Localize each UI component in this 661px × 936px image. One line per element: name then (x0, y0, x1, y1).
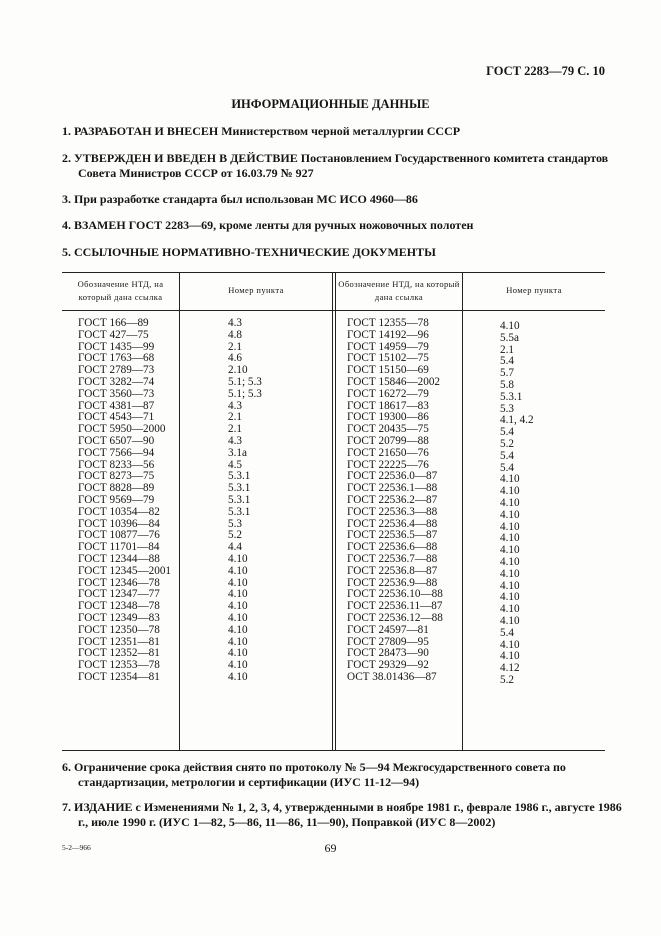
table-cell-item: 5.5а (500, 331, 519, 344)
table-cell-item: 4.10 (228, 623, 248, 636)
table-cell-item: 4.10 (500, 544, 520, 557)
section-1 (62, 124, 610, 139)
table-cell-doc: ГОСТ 12351—81 (78, 635, 160, 648)
section-text: При разработке стандарта был использован МС ИСО 4960—86 (74, 192, 418, 206)
table-cell-doc: ГОСТ 7566—94 (78, 446, 155, 459)
table-cell-doc: ГОСТ 3560—73 (78, 387, 155, 400)
table-cell-doc: ГОСТ 10877—76 (78, 529, 160, 542)
right-docs-column (347, 318, 443, 684)
table-cell-item: 4.10 (500, 520, 520, 533)
table-cell-doc: ГОСТ 15102—75 (347, 352, 429, 365)
section-3 (62, 192, 610, 207)
table-cell-item: 4.10 (228, 647, 248, 660)
section-number: 1. (62, 124, 71, 138)
table-cell-doc: ГОСТ 19300—86 (347, 411, 429, 424)
table-cell-doc: ГОСТ 8828—89 (78, 482, 155, 495)
table-cell-doc: ГОСТ 12350—78 (78, 623, 160, 636)
table-cell-item: 5.2 (228, 529, 242, 542)
table-cell-item: 4.3 (228, 317, 242, 329)
table-cell-item: 2.10 (228, 364, 248, 377)
table-cell-item: 4.10 (228, 588, 248, 601)
section-number: 7. (62, 800, 71, 814)
header-doc-left: Обозначение НТД, на который дана ссылка (77, 279, 164, 302)
table-cell-item: 5.4 (500, 626, 514, 639)
table-cell-doc: ГОСТ 4543—71 (78, 411, 155, 424)
table-cell-item: 4.10 (500, 508, 520, 521)
section-number: 2. (62, 151, 71, 165)
page-number: 69 (324, 841, 337, 855)
section-2 (62, 151, 626, 181)
table-cell-doc: ГОСТ 22536.5—87 (347, 529, 438, 542)
table-cell-doc: ГОСТ 12353—78 (78, 659, 160, 672)
table-cell-item: 5.2 (500, 437, 514, 450)
table-cell-doc: ГОСТ 22536.8—87 (347, 564, 438, 577)
table-cell-doc: ГОСТ 22536.7—88 (347, 552, 438, 565)
table-cell-doc: ГОСТ 22536.11—87 (347, 600, 443, 613)
table-cell-item: 5.8 (500, 378, 514, 391)
section-number: 5. (62, 245, 71, 259)
table-cell-item: 4.12 (500, 662, 520, 675)
table-cell-doc: ГОСТ 427—75 (78, 328, 149, 341)
table-cell-doc: ОСТ 38.01436—87 (347, 670, 437, 683)
table-cell-doc: ГОСТ 22536.3—88 (347, 505, 438, 518)
table-cell-doc: ГОСТ 22536.2—87 (347, 493, 438, 506)
table-cell-item: 4.10 (500, 591, 520, 604)
table-cell-doc: ГОСТ 22536.1—88 (347, 482, 438, 495)
table-cell-item: 5.4 (500, 449, 514, 462)
table-cell-item: 4.3 (228, 434, 242, 447)
table-cell-item: 4.6 (228, 352, 242, 365)
references-table (62, 272, 605, 751)
header-item-right: Номер пункта (506, 285, 562, 295)
table-cell-item: 4.3 (228, 399, 242, 412)
header-doc-right: Обозначение НТД, на который дана ссылка (338, 279, 460, 302)
table-cell-item: 4.10 (500, 567, 520, 580)
table-cell-item: 5.2 (500, 673, 514, 686)
table-cell-doc: ГОСТ 3282—74 (78, 375, 155, 388)
section-7 (62, 800, 626, 830)
table-cell-item: 5.3.1 (500, 390, 523, 403)
table-cell-item: 5.7 (500, 367, 514, 380)
table-cell-item: 4.8 (228, 328, 242, 341)
table-divider (462, 272, 463, 751)
table-cell-doc: ГОСТ 27809—95 (347, 635, 429, 648)
table-cell-doc: ГОСТ 10396—84 (78, 517, 160, 530)
section-number: 3. (62, 192, 71, 206)
page-header-ref: ГОСТ 2283—79 С. 10 (486, 64, 605, 78)
table-cell-item: 5.3 (500, 402, 514, 415)
table-cell-item: 5.3.1 (228, 470, 251, 483)
table-cell-item: 4.10 (228, 659, 248, 672)
table-cell-item: 5.3 (228, 517, 242, 530)
page-title: ИНФОРМАЦИОННЫЕ ДАННЫЕ (231, 97, 430, 111)
table-cell-item: 2.1 (228, 423, 242, 436)
table-cell-item: 2.1 (228, 411, 242, 424)
table-cell-item: 4.10 (228, 552, 248, 565)
table-cell-doc: ГОСТ 2789—73 (78, 364, 155, 377)
table-cell-item: 4.10 (228, 670, 248, 683)
table-center-divider (332, 272, 336, 751)
section-text: ВЗАМЕН ГОСТ 2283—69, кроме ленты для ручных ножовочных полотен (74, 218, 474, 232)
table-cell-item: 4.10 (500, 473, 520, 486)
table-cell-item: 5.3.1 (228, 493, 251, 506)
table-cell-doc: ГОСТ 18617—83 (347, 399, 429, 412)
section-text: ССЫЛОЧНЫЕ НОРМАТИВНО-ТЕХНИЧЕСКИЕ ДОКУМЕНТЫ (74, 245, 436, 259)
table-cell-item: 4.10 (500, 579, 520, 592)
table-cell-item: 2.1 (228, 340, 242, 353)
table-cell-item: 4.10 (500, 555, 520, 568)
table-cell-item: 5.1; 5.3 (228, 375, 262, 388)
table-cell-item: 5.4 (500, 461, 514, 474)
table-divider (179, 272, 180, 751)
table-cell-doc: ГОСТ 166—89 (78, 317, 149, 329)
print-code: 5-2—966 (62, 843, 91, 852)
table-cell-doc: ГОСТ 1435—99 (78, 340, 155, 353)
table-cell-doc: ГОСТ 9569—79 (78, 493, 155, 506)
table-cell-doc: ГОСТ 12345—2001 (78, 564, 172, 577)
table-cell-item: 2.1 (500, 343, 514, 356)
table-cell-doc: ГОСТ 6507—90 (78, 434, 155, 447)
table-cell-item: 4.10 (228, 635, 248, 648)
table-cell-doc: ГОСТ 12352—81 (78, 647, 160, 660)
right-items-column (500, 321, 534, 687)
table-cell-doc: ГОСТ 12349—83 (78, 611, 160, 624)
table-cell-item: 5.4 (500, 355, 514, 368)
section-number: 6. (62, 760, 71, 774)
table-cell-doc: ГОСТ 29329—92 (347, 659, 429, 672)
table-cell-item: 4.10 (500, 320, 520, 332)
table-cell-item: 4.10 (228, 576, 248, 589)
table-cell-doc: ГОСТ 22536.6—88 (347, 541, 438, 554)
table-cell-doc: ГОСТ 16272—79 (347, 387, 429, 400)
table-cell-item: 4.10 (500, 638, 520, 651)
table-cell-item: 4.10 (500, 614, 520, 627)
table-cell-item: 3.1а (228, 446, 247, 459)
table-cell-doc: ГОСТ 21650—76 (347, 446, 429, 459)
header-item-left: Номер пункта (228, 285, 284, 295)
table-cell-item: 5.4 (500, 426, 514, 439)
table-cell-item: 4.10 (500, 496, 520, 509)
table-cell-doc: ГОСТ 12355—78 (347, 317, 429, 329)
table-cell-item: 4.10 (500, 650, 520, 663)
table-cell-item: 4.1, 4.2 (500, 414, 534, 427)
table-cell-item: 4.10 (500, 603, 520, 616)
table-cell-doc: ГОСТ 15846—2002 (347, 375, 441, 388)
table-cell-doc: ГОСТ 20799—88 (347, 434, 429, 447)
table-cell-doc: ГОСТ 12346—78 (78, 576, 160, 589)
table-cell-doc: ГОСТ 28473—90 (347, 647, 429, 660)
table-cell-doc: ГОСТ 22536.10—88 (347, 588, 443, 601)
table-cell-doc: ГОСТ 22225—76 (347, 458, 429, 471)
table-cell-doc: ГОСТ 24597—81 (347, 623, 429, 636)
table-cell-doc: ГОСТ 22536.12—88 (347, 611, 443, 624)
table-cell-doc: ГОСТ 12354—81 (78, 670, 160, 683)
table-cell-doc: ГОСТ 22536.9—88 (347, 576, 438, 589)
table-cell-doc: ГОСТ 14192—96 (347, 328, 429, 341)
table-cell-item: 4.10 (228, 600, 248, 613)
table-cell-doc: ГОСТ 15150—69 (347, 364, 429, 377)
section-text: УТВЕРЖДЕН И ВВЕДЕН В ДЕЙСТВИЕ Постановлением Государственного комитета стандартов Совета Министров СССР от 16.03.79 № 927 (74, 151, 609, 180)
left-items-column (228, 318, 262, 684)
table-cell-doc: ГОСТ 10354—82 (78, 505, 160, 518)
table-cell-doc: ГОСТ 8233—56 (78, 458, 155, 471)
table-cell-item: 4.4 (228, 541, 242, 554)
table-cell-item: 4.10 (228, 611, 248, 624)
table-cell-doc: ГОСТ 4381—87 (78, 399, 155, 412)
table-cell-doc: ГОСТ 8273—75 (78, 470, 155, 483)
table-cell-doc: ГОСТ 1763—68 (78, 352, 155, 365)
section-number: 4. (62, 218, 71, 232)
table-cell-doc: ГОСТ 12348—78 (78, 600, 160, 613)
section-5 (62, 245, 610, 260)
table-cell-item: 4.5 (228, 458, 242, 471)
table-cell-item: 4.10 (500, 485, 520, 498)
left-docs-column (78, 318, 171, 684)
table-cell-doc: ГОСТ 11701—84 (78, 541, 160, 554)
table-cell-item: 5.3.1 (228, 482, 251, 495)
section-text: Ограничение срока действия снято по протоколу № 5—94 Межгосударственного совета по стандартизации, метрологии и сертификации (ИУС 11-12—94) (74, 760, 566, 789)
table-cell-doc: ГОСТ 5950—2000 (78, 423, 166, 436)
table-cell-doc: ГОСТ 12344—88 (78, 552, 160, 565)
table-cell-doc: ГОСТ 22536.4—88 (347, 517, 438, 530)
section-4 (62, 218, 610, 233)
table-cell-doc: ГОСТ 14959—79 (347, 340, 429, 353)
table-cell-item: 5.1; 5.3 (228, 387, 262, 400)
table-cell-item: 5.3.1 (228, 505, 251, 518)
table-cell-doc: ГОСТ 12347—77 (78, 588, 160, 601)
section-6 (62, 760, 626, 790)
section-text: РАЗРАБОТАН И ВНЕСЕН Министерством черной металлургии СССР (74, 124, 461, 138)
table-cell-doc: ГОСТ 22536.0—87 (347, 470, 438, 483)
section-text: ИЗДАНИЕ с Изменениями № 1, 2, 3, 4, утвержденными в ноябре 1981 г., феврале 1986 г., августе 1986 г., июле 1990 г. (ИУС 1—82, 5—86, 11—86, 11—90), Поправкой (ИУС 8—2002) (74, 800, 622, 829)
table-cell-doc: ГОСТ 20435—75 (347, 423, 429, 436)
table-cell-item: 4.10 (500, 532, 520, 545)
table-cell-item: 4.10 (228, 564, 248, 577)
